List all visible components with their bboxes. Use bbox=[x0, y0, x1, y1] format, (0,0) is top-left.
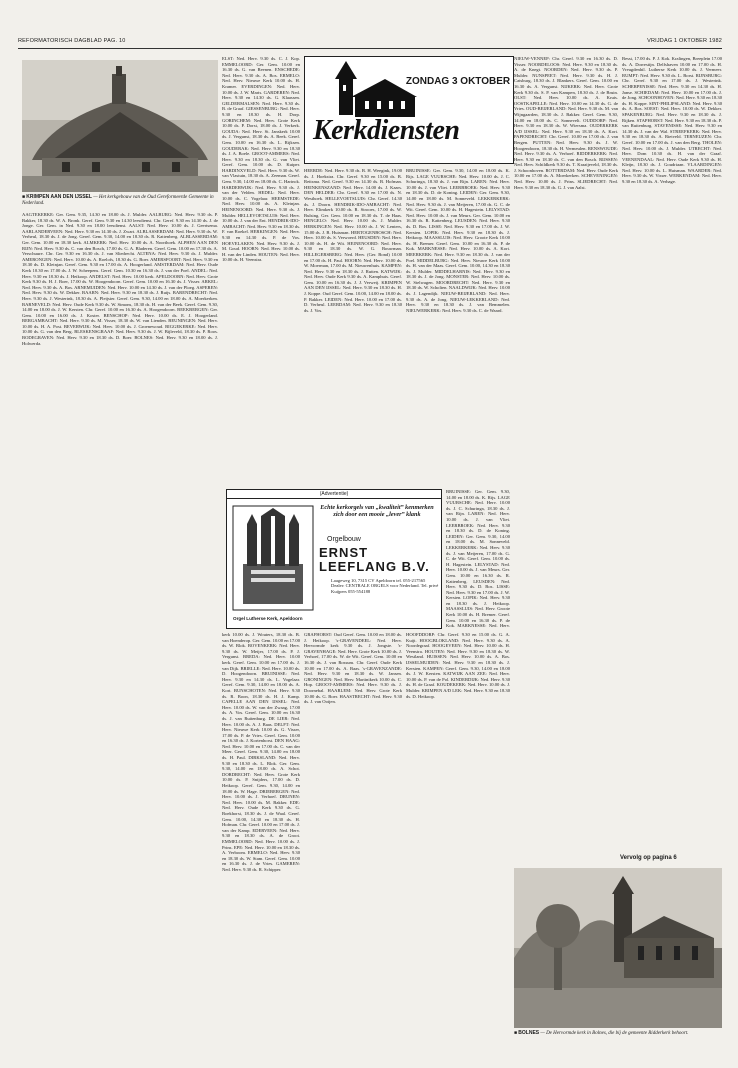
caption-bottom-marker: ■ bbox=[514, 1031, 519, 1036]
banner-date: ZONDAG 3 OKTOBER bbox=[405, 76, 511, 87]
ad-label: (Advertentie) bbox=[227, 490, 441, 499]
ad-org-label: Orgelbouw bbox=[327, 536, 361, 543]
caption-bottom-place: BOLNES bbox=[518, 1030, 540, 1036]
photo-caption-bottom bbox=[514, 1030, 722, 1037]
organ-drawing-icon bbox=[231, 504, 315, 612]
column-1: AAGTEKERKE: Ger. Gem. 9.35, 14.30 en 18.00 ds. J. Mulder. AALBURG: Ned. Herv. 9.30 ds. P. Bakker, 18.30 ds. W. A. Bronk. Geref. Gem. 9.30 en 14.30 leesdienst. Chr. Geref. 9.30 en 14.30 ds. J. de Jonge. Ger. Gem. in Ned. 9.30 en 18.00 leesdienst. AALST: Ned. Herv. 10.00 ds. J. Geertsema. AARLANDERVEEN: Ned. Herv. 9.30 en 14.30 ds. J. Zwart. ALBLASSERDAM: Ned. Herv. 9.30 ds. W. Verheul, 18.30 ds. J. de Jong. Geref. Gem. 9.30, 14.00 en 18.30 ds. R. Kattenberg. ALBLASSERDAM: Ger. Gem. 10.00 en 18.30 kerk. ALMKERK: Ned. Herv. 10.00 ds. A. Noorthoek. ALPHEN AAN DEN RIJN: Ned. Herv. 9.30 ds. C. van den Bosch, 17.00 ds. G. A. Bladeren. Geref. Gem. 10.00 en 17.30 ds. A. Verschuure. Chr. Ger. 9.30 en 16.30 ds. J. van Sliedrecht. ALTENA: Ned. Herv. 9.30 ds. J. Mulder. AMERONGEN: Ned. Herv. 10.00 ds. A. Roelofs, 18.30 ds. G. Boer. AMERSFOORT: Ned. Herv. 9.30 en 18.30 ds. D. Kleinjan. Geref. Gem. 9.30 en 17.00 ds. A. Hoogerland. AMSTERDAM: Ned. Herv. Oude Kerk 10.30 en 17.00 ds. J. W. Scheepens. Geref. Gem. 10.30 en 16.30 ds. J. van der Poel. ANDEL: Ned. Herv. 9.30 en 18.30 ds. J. Heikoop. ANDELST: Ned. Herv. 10.00 kerk. APELDOORN: Ned. Herv. Grote Kerk 9.30 ds. H. J. Boer, 17.00 ds. W. Hoogendoorn. Geref. Gem. 10.00 en 16.30 ds. J. Visser. ARKEL: Ned. Herv. 9.30 ds. A. Bos. ARNEMUIDEN: Ned. Herv. 10.00 en 14.30 ds. J. van der Ploeg. ASPEREN: Ned. Herv. 9.30 ds. W. Dekker. BAARN: Ned. Herv. 9.30 en 18.30 ds. J. Ruijs. BARENDRECHT: Ned. Herv. 9.30 ds. J. Westerink, 18.30 ds. A. Pleijsier. Geref. Gem. 9.30, 14.00 en 18.00 ds. A. Moerkerken. BARNEVELD: Ned. Herv. Oude Kerk 9.30 ds. W. Simons, 18.30 ds. H. van der Beek. Geref. Gem. 9.30, 14.00 en 18.00 ds. J. W. Kersten. Chr. Geref. 10.00 en 16.30 ds. A. Hoogendoorn. BEEKBERGEN: Ger. Gem. 10.00 en 16.00 ds. J. Koster. BENSCHOP: Ned. Herv. 10.00 ds. E. J. Hoogerland. BERGAMBACHT: Ned. Herv. 9.30 ds. M. Visser, 18.30 ds. W. van Lienden. BEUNINGEN: Ned. Herv. 10.00 ds. H. A. Post. BEVERWIJK: Ned. Herv. 10.00 ds. J. Groenewoud. BIGGEKERKE: Ned. Herv. 10.00 ds. G. van den Berg. BLESKENSGRAAF: Ned. Herv. 9.30 ds. J. W. Bijleveld, 18.30 ds. P. Roos. BODEGRAVEN: Ned. Herv. 9.30 en 18.30 ds. D. Boer. BOLNES: Ned. Herv. 9.30 en 18.00 ds. J. Holwerda. bbox=[22, 212, 218, 346]
column-4: HEERDE: Ned. Herv. 9.30 ds. B. H. Weegink, 19.00 ds. J. Hoekstra. Chr. Geref. 9.30 en 15.00 ds. B. Reitsma. Ned. Geref. 9.30 en 14.30 ds. B. Hofman. HEINKENSZAND: Ned. Herv. 14.00 ds. J. Kaars. DEN HELDER: Chr. Geref. 9.30 en 17.00 ds. N. Westhoek. HELLEVOETSLUIS: Chr. Geref. 14.30 ds. J. Doorn. HENDRIK-IDO-AMBACHT: Ned. Herv. Elimkerk 10.00 ds. R. Strooes, 17.00 ds. W. Bulsing. Ger. Gem. 10.00 en 18.30 ds. T. de Haas. HENGELO: Ned. Herv. 10.00 ds. J. Mulder. HERKINGEN: Ned. Herv. 10.00 ds. J. W. Lenters, 15.00 ds. J. B. Huisman. HERTOGENBOSCH: Ned. Herv. 10.00 ds. S. Verwoerd. HEUSDEN: Ned. Herv. 10.00 ds. H. de Wit. HEINENOORD: Ned. Herv. 9.30 en 18.30 ds. W. G. Bouwman. HILLEGERSBERG: Ned. Herv. (Ger. Bond) 10.00 en 17.00 ds. H. Paul. HOORN: Ned. Herv. 10.00 ds. W. Moerman, 17.00 ds. M. Nieuwenhuis. KAMPEN: Ned. Herv. 9.30 en 18.30 ds. J. Rutten. KATWIJK: Ned. Herv. Oude Kerk 9.30 ds. A. Kamphuis. Geref. Gem. 10.00 en 16.30 ds. J. J. Verweij. KRIMPEN AAN DEN IJSSEL: Ned. Herv. 9.30 en 18.30 ds. H. J. Koppe. Oud Geref. Gem. 10.00, 14.00 en 18.00 ds. P. Bakker. LEIDEN: Ned. Herv. 10.00 en 17.00 ds. D. Verheul. LEERDAM: Ned. Herv. 9.30 en 18.30 ds. J. Vos. bbox=[304, 168, 402, 313]
organ-builder-advertisement bbox=[226, 489, 442, 629]
caption-top-place: KRIMPEN AAN DEN IJSSEL bbox=[26, 194, 92, 200]
church-photo-bolnes bbox=[514, 868, 722, 1028]
ad-slogan: Echte kerkorgels van „kwaliteit” kenmerken zich door een mooie „lever” klank bbox=[320, 504, 434, 518]
church-photo-krimpen bbox=[22, 60, 218, 192]
column-8a: GRAFHORST: Oud Geref. Gem. 10.00 en 18.00 ds. J. Heikoop. 's-GRAVENDEEL: Ned. Herv. Hervormde kerk 9.30 ds. J. Jongste. 's-GRAVENHAGE: Ned. Herv. Grote Kerk 10.00 ds. J. Verhoef, 17.00 ds. W. de Wit. Geref. Gem. 10.00 en 16.30 ds. J. van Rossum. Chr. Geref. Oude Kerk 10.00 en 17.00 ds. A. Baas. 's-GRAVENZANDE: Ned. Herv. 9.30 en 18.30 ds. W. Jansen. GRONINGEN: Ned. Herv. Martinikerk 10.00 ds. C. Hop. GROOT-AMMERS: Ned. Herv. 9.30 ds. J. Doornebal. HAARLEM: Ned. Herv. Grote Kerk 10.00 ds. G. Boer. HAASTRECHT: Ned. Herv. 9.30 ds. J. van Ooijen. bbox=[304, 632, 402, 705]
church-photo-image bbox=[22, 60, 218, 192]
caption-top-marker: ■ bbox=[22, 195, 27, 200]
column-8b: HOOFDDORP: Chr. Geref. 9.30 en 15.00 ds. G. A. Kuijt. HOOGBLOKLAND: Ned. Herv. 9.30 ds. A. Noordegraaf. HOOGEVEEN: Ned. Herv. 10.00 ds. H. Veenstra. HOUTEN: Ned. Herv. 9.30 en 18.30 ds. W. Westland. HUISSEN: Ned. Herv. 10.00 ds. A. Bos. IJSSELMUIDEN: Ned. Herv. 9.30 en 18.30 ds. J. Kersten. KAMPEN: Geref. Gem. 9.30, 14.00 en 18.00 ds. J. W. Kersten. KATWIJK AAN ZEE: Ned. Herv. 10.00 ds. P. van de Pol. KINDERDIJK: Ned. Herv. 9.30 ds. H. de Graaf. KOUDEKERK: Ned. Herv. 10.00 ds. J. Mulder. KRIMPEN A/D LEK: Ned. Herv. 9.30 en 18.30 ds. D. Heikoop. bbox=[406, 632, 510, 699]
header-left: REFORMATORISCH DAGBLAD PAG. 10 bbox=[18, 38, 126, 44]
ad-address: Laageweg 10, 7315 CV Apeldoorn tel. 055-217565 Dealer: CENTRALE ORGELS voor Nederland. Tel. privé Kuijpers 055-554188 bbox=[331, 578, 439, 594]
ad-photo-caption: Orgel Lutherse Kerk, Apeldoorn bbox=[233, 616, 303, 621]
header-rule bbox=[18, 48, 722, 49]
column-5: BRUINISSE: Ger. Gem. 9.30, 14.00 en 18.00 ds. K. Rijs. LAGE VUURSCHE: Ned. Herv. 10.00 ds. J. C. Schuringa, 18.30 ds. J. van Rijn. LAREN: Ned. Herv. 10.00 ds. J. van Vliet. LEERBROEK: Ned. Herv. 9.30 en 18.30 ds. D. de Koning. LEIDEN: Ger. Gem. 9.30, 14.00 en 18.00 ds. M. Sonneveld. LEKKERKERK: Ned. Herv. 9.30 ds. J. van Meijeren, 17.00 ds. G. C. de Wit. Geref. Gem. 10.00 ds. H. Hagestein. LELYSTAD: Ned. Herv. 10.00 ds. J. van Meurs. Ger. Gem. 10.00 en 16.30 ds. R. Kattenberg. LEUSDEN: Ned. Herv. 9.30 ds. D. Bos. LISSE: Ned. Herv. 9.30 en 17.00 ds. J. W. Kersten. LOPIK: Ned. Herv. 9.30 en 18.30 ds. J. Heikoop. MAASSLUIS: Ned. Herv. Groote Kerk 10.00 ds. H. Bremer. Geref. Gem. 10.00 en 16.30 ds. P. de Kok. MARKNESSE: Ned. Herv. 10.00 ds. A. Kort. MEERKERK: Ned. Herv. 9.30 en 18.30 ds. J. van der Poel. MIDDELBURG: Ned. Herv. Nieuwe Kerk 10.00 ds. H. van der Maas. Geref. Gem. 10.00, 14.30 en 18.30 ds. J. Mulder. MIDDELHARNIS: Ned. Herv. 9.30 en 18.30 ds. J. de Jong. MONSTER: Ned. Herv. 10.00 ds. W. Stelwagen. MOORDRECHT: Ned. Herv. 9.30 en 18.30 ds. W. Scholten. NAALDWIJK: Ned. Herv. 10.00 ds. J. Lagendijk. NIEUW-BEIJERLAND: Ned. Herv. 9.30 ds. A. de Jong. NIEUW-LEKKERLAND: Ned. Herv. 9.30 en 18.30 ds. J. van Bemmelen. NIEUWERKERK: Ned. Herv. 9.30 ds. C. de Waard. bbox=[406, 168, 510, 313]
caption-bottom-text: — De Hervormde kerk in Bolnes, die bij de gemeente Ridderkerk behoort. bbox=[540, 1031, 689, 1036]
caption-top-text: — Het kerkgebouw van de Oud Gereformeerde Gemeente in Nederland. bbox=[22, 195, 214, 206]
kerkdiensten-banner bbox=[304, 56, 514, 164]
column-6: NIEUW-VENNEP: Chr. Geref. 9.30 en 16.30 ds. D. Visser. NOORDELOOS: Ned. Herv. 9.30 en 18.30 ds. A. de Knegt. NOORDEN: Ned. Herv. 9.30 ds. P. Mulder. NUNSPEET: Ned. Herv. 9.30 ds. H. J. Catsburg, 18.30 ds. J. Blankers. Geref. Gem. 10.00 en 16.30 ds. A. Vergunst. NIJKERK: Ned. Herv. Grote Kerk 9.30 ds. S. P. van Kampen, 18.30 ds. J. de Bruin. OLST: Ned. Herv. 10.00 ds. A. Kruis. OOSTKAPELLE: Ned. Herv. 10.00 en 14.30 ds. G. de Vries. OUD-BEIJERLAND: Ned. Herv. 9.30 ds. M. van Wijngaarden, 18.30 ds. J. Bakker. Geref. Gem. 9.30, 14.00 en 18.00 ds. C. Sonnevelt. OUDDORP: Ned. Herv. 9.30 en 18.30 ds. W. Wiersma. OUDERKERK A/D IJSSEL: Ned. Herv. 9.30 en 18.30 ds. A. Kort. PAPENDRECHT: Chr. Geref. 10.00 en 17.00 ds. J. van Bergen. PUTTEN: Ned. Herv. 9.30 ds. J. W. Hoogendoorn, 18.30 ds. H. Vermeulen. RENSWOUDE: Ned. Herv. 9.30 ds. A. Verhoef. RIDDERKERK: Ned. Herv. 9.30 en 18.30 ds. C. van den Bosch. RIJSSEN: Ned. Herv. Schildkerk 9.30 ds. T. Kraaijeveld, 18.30 ds. J. Schoonhoven. ROTTERDAM: Ned. Herv. Oude Kerk 10.00 en 17.00 ds. A. Moerkerken. SCHEVENINGEN: Ned. Herv. 10.00 ds. J. Prins. SLIEDRECHT: Ned. Herv. 9.30 en 18.30 ds. G. J. van Aalst. bbox=[514, 56, 618, 190]
ad-company-name: ERNST LEEFLANG B.V. bbox=[319, 545, 430, 574]
column-2b: kerk 10.00 ds. J. Wouters, 18.30 ds. B. van Hoenderop. Ger. Gem. 10.00 en 17.00 ds. W. Blok. BOVENKERK: Ned. Herv. 9.30 ds. W. Meijer, 17.00 ds. P. J. Vergunst. BREDA: Ned. Herv. 10.00 kerk. Geref. Gem. 10.00 en 17.00 ds. J. van Dijk. BRIELLE: Ned. Herv. 10.00 ds. D. Hoogendoorn. BRUINISSE: Ned. Herv. 9.30 en 14.30 ds. L. Vogelaar. Geref. Gem. 9.30, 14.00 en 18.00 ds. A. Kort. BUNSCHOTEN: Ned. Herv. 9.30 ds. R. Boon, 18.30 ds. H. J. Kamp. CAPELLE AAN DEN IJSSEL: Ned. Herv. 10.00 ds. W. van der Zwaag, 17.00 ds. A. Vos. Geref. Gem. 10.00 en 16.30 ds. J. van Ruitenburg. DE LIER: Ned. Herv. 10.00 ds. A. J. Baas. DELFT: Ned. Herv. Nieuwe Kerk 10.00 ds. G. Visser, 17.00 ds. P. de Vries. Geref. Gem. 10.00 en 16.30 ds. J. Kortenhorst. DEN HAAG: Ned. Herv. 10.00 en 17.00 ds. C. van der Meer. Geref. Gem. 9.30, 14.00 en 18.00 ds. H. Paul. DIRKSLAND: Ned. Herv. 9.30 en 18.30 ds. L. Blok. Ger. Gem. 9.30, 14.00 en 18.00 ds. A. Schot. DORDRECHT: Ned. Herv. Grote Kerk 10.00 ds. P. Snijders, 17.00 ds. D. Heikoop. Geref. Gem. 9.30, 14.00 en 18.00 ds. W. Hage. DRIEBERGEN: Ned. Herv. 10.00 ds. J. Verhoef. DRUNEN: Ned. Herv. 10.00 ds. M. Bakker. EDE: Ned. Herv. Oude Kerk 9.30 ds. G. Boekhorst, 18.30 ds. J. de Waal. Geref. Gem. 10.00, 14.30 en 18.30 ds. H. Hofman. Chr. Geref. 10.00 en 17.00 ds. J. van der Kamp. EDERVEEN: Ned. Herv. 9.30 en 18.30 ds. A. de Groot. EMMELOORD: Ned. Herv. 10.00 ds. J. Prins. EPE: Ned. Herv. 10.00 en 18.30 ds. A. Verboom. ERMELO: Ned. Herv. 9.30 en 18.30 ds. W. Stam. Geref. Gem. 10.00 en 16.30 ds. J. de Vries. GAMEREN: Ned. Herv. 9.30 ds. R. Schipper. bbox=[222, 632, 300, 872]
header-date: VRIJDAG 1 OKTOBER 1982 bbox=[647, 38, 722, 44]
church-drawing-icon bbox=[305, 57, 514, 164]
column-3: ELST: Ned. Herv. 9.30 ds. C. J. Kop. EMMELOORD: Ger. Gem. 10.00 en 16.30 ds. G. van Reenen. ENSCHEDE: Ned. Herv. 9.30 ds. A. Bos. ERMELO: Ned. Herv. Nieuwe Kerk 10.00 ds. H. Kramer. EVERDINGEN: Ned. Herv. 10.00 ds. J. W. Maris. GARDEREN: Ned. Herv. 9.30 en 14.30 ds. G. Klaassen. GELDERMALSEN: Ned. Herv. 9.30 ds. B. de Graaf. GIESSENBURG: Ned. Herv. 9.30 en 18.30 ds. H. Dorp. GORINCHEM: Ned. Herv. Grote Kerk 10.00 ds. P. Dorst, 18.00 ds. J. Verkerk. GOUDA: Ned. Herv. St. Janskerk 10.00 ds. J. Vergunst, 18.30 ds. A. Beek. Geref. Gem. 10.00 en 16.30 ds. L. Rijksen. GOUDERAK: Ned. Herv. 9.30 en 18.30 ds. J. A. Boele. GROOT-AMMERS: Ned. Herv. 9.30 en 18.30 ds. G. van Vliet. Geref. Gem. 10.00 ds. D. Kuiper. HARDINXVELD: Ned. Herv. 9.30 ds. W. van Vlastuin, 18.30 ds. A. Zeeman. Geref. Gem. 9.30, 14.00 en 18.00 ds. C. Harinck. HARDERWIJK: Ned. Herv. 9.30 ds. J. van der Velden. HEDEL: Ned. Herv. 10.00 ds. C. Vogelaar. HEEMSTEDE: Ned. Herv. 10.00 ds. A. Kleinjan. HEINENOORD: Ned. Herv. 9.30 ds. J. Mulder. HELLEVOETSLUIS: Ned. Herv. 10.00 ds. J. van der Ent. HENDRIK-IDO-AMBACHT: Ned. Herv. 9.30 en 18.30 ds. F. van Roekel. HERKINGEN: Ned. Herv. 9.30 en 14.30 ds. P. de Vos. HOEVELAKEN: Ned. Herv. 9.30 ds. J. M. Goud. HOORN: Ned. Herv. 10.00 ds. H. van der Linden. HOUTEN: Ned. Herv. 10.00 ds. H. Veenstra. bbox=[222, 56, 300, 263]
bolnes-photo-image bbox=[514, 868, 722, 1028]
photo-caption-top bbox=[22, 194, 218, 207]
column-5b: BRUINISSE: Ger. Gem. 9.30, 14.00 en 18.00 ds. K. Rijs. LAGE VUURSCHE: Ned. Herv. 10.00 ds. J. C. Schuringa, 18.30 ds. J. van Rijn. LAREN: Ned. Herv. 10.00 ds. J. van Vliet. LEERBROEK: Ned. Herv. 9.30 en 18.30 ds. D. de Koning. LEIDEN: Ger. Gem. 9.30, 14.00 en 18.00 ds. M. Sonneveld. LEKKERKERK: Ned. Herv. 9.30 ds. J. van Meijeren, 17.00 ds. G. C. de Wit. Geref. Gem. 10.00 ds. H. Hagestein. LELYSTAD: Ned. Herv. 10.00 ds. J. van Meurs. Ger. Gem. 10.00 en 16.30 ds. R. Kattenberg. LEUSDEN: Ned. Herv. 9.30 ds. D. Bos. LISSE: Ned. Herv. 9.30 en 17.00 ds. J. W. Kersten. LOPIK: Ned. Herv. 9.30 en 18.30 ds. J. Heikoop. MAASSLUIS: Ned. Herv. Groote Kerk 10.00 ds. H. Bremer. Geref. Gem. 10.00 en 16.30 ds. P. de Kok. MARKNESSE: Ned. Herv. bbox=[446, 489, 510, 629]
column-7: Besst, 17.00 ds. P. J. Kok. Kralingen, Breeplein 17.00 ds. A. Dorrestijn. Delfshaven 10.00 en 17.00 ds. H. Vreugdenhil. Lutherse Kerk 10.00 ds. J. Vermeer. RUMPT: Ned. Herv. 9.30 ds. L. Borst. RIJNSBURG: Chr. Geref. 9.30 en 17.00 ds. J. Westerink. SCHERPENISSE: Ned. Herv. 9.30 en 14.30 ds. H. Janse. SCHIEDAM: Ned. Herv. 10.00 en 17.00 ds. J. de Jong. SCHOONHOVEN: Ned. Herv. 9.30 en 18.30 ds. H. Koppe. SINT-PHILIPSLAND: Ned. Herv. 9.30 ds. A. Bos. SOEST: Ned. Herv. 10.00 ds. W. Dekker. SPAKENBURG: Ned. Herv. 9.30 en 18.30 ds. J. Rijken. STAPHORST: Ned. Herv. 9.30 en 18.30 ds. P. van Ruitenburg. STAVENISSE: Ned. Herv. 9.30 en 14.30 ds. J. van der Wal. STREEFKERK: Ned. Herv. 9.30 en 18.30 ds. A. Rietveld. TERNEUZEN: Chr. Geref. 10.00 en 17.00 ds. J. van den Berg. THOLEN: Ned. Herv. 10.00 ds. J. Mulder. UTRECHT: Ned. Herv. Dom 10.30 ds. H. van der Graaf. VEENENDAAL: Ned. Herv. Oude Kerk 9.30 ds. H. Kleijn, 18.30 ds. J. Goudriaan. VLAARDINGEN: Ned. Herv. 10.00 ds. L. Huisman. WAARDER: Ned. Herv. 9.30 ds. W. Visser. WERKENDAM: Ned. Herv. 9.30 en 18.30 ds. A. Verhage. bbox=[622, 56, 722, 185]
continued-note: Vervolg op pagina 6 bbox=[620, 855, 677, 861]
banner-wordmark: Kerkdiensten bbox=[313, 115, 460, 146]
